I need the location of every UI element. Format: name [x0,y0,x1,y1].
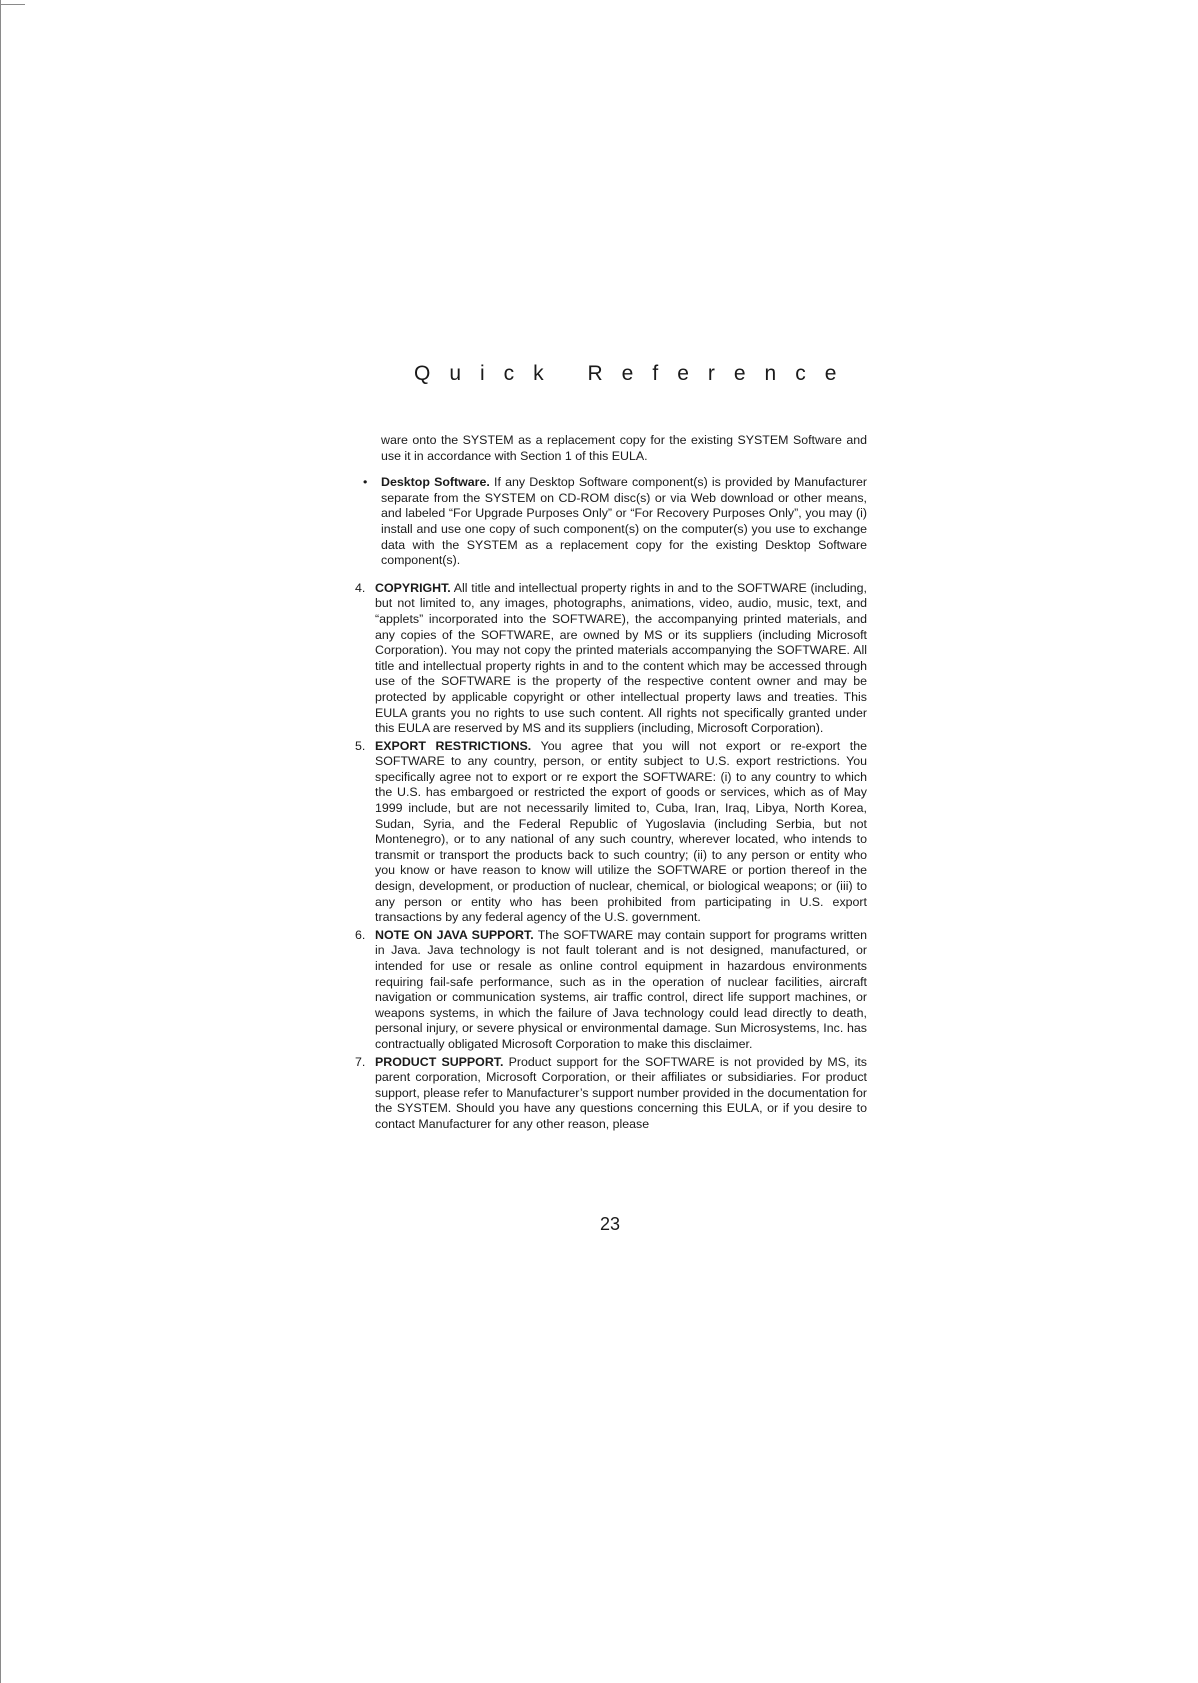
page-number: 23 [599,1214,621,1234]
bullet-paragraph [381,475,867,569]
section-text: You agree that you will not export or re-export the SOFTWARE to any country, person, or entity subject to U.S. export restrictions. You specifically agree not to export or re export the SOFTWARE: (i) to any country to which the U.S. has embargoed or restricted the export of goods or services, which as of May 1999 include, but are not necessarily limited to, Cuba, Iran, Iraq, Libya, North Korea, Sudan, Syria, and the Federal Republic of Yugoslavia (including Serbia, but not Montenegro), or to any national of any such country, wherever located, who intends to transmit or transport the products back to such country; (ii) to any person or entity who you know or have reason to know will utilize the SOFTWARE or portion thereof in the design, development, or production of nuclear, chemical, or biological weapons; or (iii) to any person or entity who has been prohibited from participating in U.S. export transactions by any federal agency of the U.S. government. [375,738,867,925]
bullet-marker: • [363,475,368,490]
section-heading: PRODUCT SUPPORT. [375,1054,504,1069]
section-export-restrictions [355,739,867,926]
section-heading: EXPORT RESTRICTIONS. [375,738,532,753]
section-text: All title and intellectual property rights in and to the SOFTWARE (including, but not limited to, any images, photographs, animations, video, audio, music, text, and “applets” incorporated into the SOFTWARE), the accompanying printed materials, and any copies of the SOFTWARE, are owned by MS or its suppliers (including Microsoft Corporation). You may not copy the printed materials accompanying the SOFTWARE. All title and intellectual property rights in and to the content which may be accessed through use of the SOFTWARE is the property of the respective content owner and may be protected by applicable copyright or other intellectual property laws and treaties. This EULA grants you no rights to use such content. All rights not specifically granted under this EULA are reserved by MS and its suppliers (including, Microsoft Corporation). [375,580,867,736]
section-number: 5. [355,738,366,753]
numbered-sections [355,581,867,1133]
bullet-desktop-software [355,475,867,569]
section-copyright [355,581,867,737]
scan-corner-mark [1,4,25,5]
section-heading: NOTE ON JAVA SUPPORT. [375,927,534,942]
section-java-support [355,928,867,1053]
section-text: The SOFTWARE may contain support for programs written in Java. Java technology is not fault tolerant and is not designed, manufactured, or intended for use or resale as online control equipment in hazardous environments requiring fail-safe performance, such as in the operation of nuclear facilities, aircraft navigation or communication systems, air traffic control, direct life support machines, or weapons systems, in which the failure of Java technology could lead directly to death, personal injury, or severe physical or environmental damage. Sun Microsystems, Inc. has contractually obligated Microsoft Corporation to make this disclaimer. [375,927,867,1051]
section-text: Product support for the SOFTWARE is not provided by MS, its parent corporation, Microsoft Corporation, or their affiliates or subsidiaries. For product support, please refer to Manufacturer’s support number provided in the documentation for the SYSTEM. Should you have any questions concerning this EULA, or if you desire to contact Manufacturer for any other reason, please [375,1054,867,1131]
scan-left-edge [0,0,1,1683]
eula-body [355,433,867,1133]
section-paragraph [375,1055,867,1133]
section-product-support [355,1055,867,1133]
continuation-paragraph: ware onto the SYSTEM as a replacement copy for the existing SYSTEM Software and use it in accordance with Section 1 of this EULA. [381,433,867,463]
bullet-text: If any Desktop Software component(s) is provided by Manufacturer separate from the SYSTEM on CD-ROM disc(s) or via Web download or other means, and labeled “For Upgrade Purposes Only” or “For Recovery Purposes Only”, you may (i) install and use one copy of such component(s) on the computer(s) you use to exchange data with the SYSTEM as a replacement copy for the existing Desktop Software component(s). [381,475,867,568]
section-number: 6. [355,927,366,942]
bullet-heading: Desktop Software. [381,475,490,490]
page-header-title: Quick Reference [414,362,856,385]
section-heading: COPYRIGHT. [375,580,451,595]
section-paragraph [375,581,867,737]
section-paragraph [375,928,867,1053]
section-paragraph [375,739,867,926]
section-number: 4. [355,580,366,595]
section-number: 7. [355,1054,366,1069]
